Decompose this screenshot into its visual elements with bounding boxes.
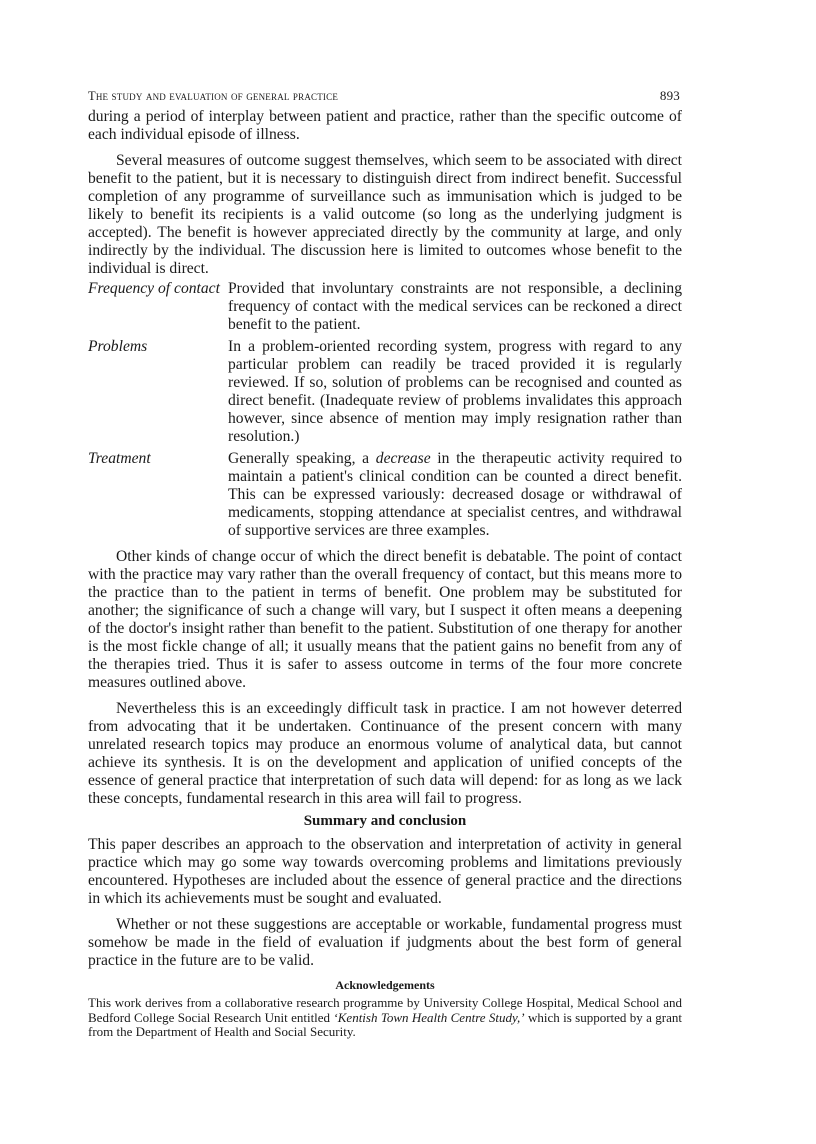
measure-emphasis: decrease [375,450,431,467]
measure-term: Problems [88,338,148,355]
body-paragraph-continued: during a period of interplay between patient and practice, rather than the specific outcome of each individual episode of illness. [88,108,682,143]
conclusion-paragraph: Whether or not these suggestions are acceptable or workable, fundamental progress must somehow be made in the field of evaluation if judgments about the best form of general practice in the future are to be valid. [88,916,682,969]
measure-description [228,450,682,540]
ack-text-after: which is supported by a grant from the Department of Health and Social Security. [88,1009,682,1040]
measure-problems [88,338,682,446]
acknowledgements-text [88,996,682,1040]
section-heading-acknowledgements: Acknowledgements [335,978,435,992]
measure-description: In a problem-oriented recording system, progress with regard to any particular problem can readily be traced provided it is regularly reviewed. If so, solution of problems can be recognised and counted as direct benefit. (Inadequate review of problems invalidates this approach however, since absence of mention may imply resignation rather than resolution.) [228,338,682,445]
body-paragraph-nevertheless: Nevertheless this is an exceedingly difficult task in practice. I am not however deterred from advocating that it be undertaken. Continuance of the present concern with many unrelated research topics may produce an enormous volume of analytical data, but cannot achieve its synthesis. It is on the development and application of unified concepts of the essence of general practice that interpretation of such data will depend: for as long as we lack these concepts, fundamental research in this area will fail to progress. [88,700,682,807]
section-heading-summary: Summary and conclusion [303,813,467,829]
measure-text-after: in the therapeutic activity required to maintain a patient's clinical condition can be counted a direct benefit. This can be expressed variously: decreased dosage or withdrawal of medicaments, stopping attendance at specialist centres, and withdrawal of supportive services are three examples. [228,450,682,539]
measure-term: Treatment [88,450,151,467]
study-title: ‘Kentish Town Health Centre Study,’ [333,1009,525,1025]
running-head [88,88,682,108]
outcome-measures-list [88,280,682,540]
article-page [88,88,682,1040]
measure-text-before: Generally speaking, a [228,450,376,467]
page-number: 893 [659,88,680,103]
measure-term: Frequency of contact [88,280,220,297]
body-paragraph-other-changes: Other kinds of change occur of which the direct benefit is debatable. The point of contact with the practice may vary rather than the overall frequency of contact, but this means more to the practice than to the patient in terms of benefit. One problem may be substituted for another; the significance of such a change will vary, but I suspect it often means a deepening of the doctor's insight rather than benefit to the patient. Substitution of one therapy for another is the most fickle change of all; it usually means that the patient gains no benefit from any of the therapies tried. Thus it is safer to assess outcome in terms of the four more concrete measures outlined above. [88,548,682,691]
running-title: The study and evaluation of general practice [88,89,339,103]
body-paragraph-measures-intro: Several measures of outcome suggest themselves, which seem to be associated with direct benefit to the patient, but it is necessary to distinguish direct from indirect benefit. Successful completion of any programme of surveillance such as immunisation which is judged to be likely to benefit its recipients is a valid outcome (so long as the underlying judgment is accepted). The benefit is however appreciated directly by the community at large, and only indirectly by the individual. The discussion here is limited to outcomes whose benefit to the individual is direct. [88,152,682,277]
measure-description: Provided that involuntary constraints are not responsible, a declining frequency of contact with the medical services can be reckoned a direct benefit to the patient. [228,280,682,333]
summary-paragraph: This paper describes an approach to the observation and interpretation of activity in general practice which may go some way towards overcoming problems and limitations previously encountered. Hypotheses are included about the essence of general practice and the directions in which its achievements must be sought and evaluated. [88,836,682,907]
measure-treatment [88,450,682,540]
ack-text-before: This work derives from a collaborative research programme by University College Hospital, Medical School and Bedford College Social Research Unit entitled [88,995,682,1025]
measure-frequency-of-contact [88,280,682,334]
